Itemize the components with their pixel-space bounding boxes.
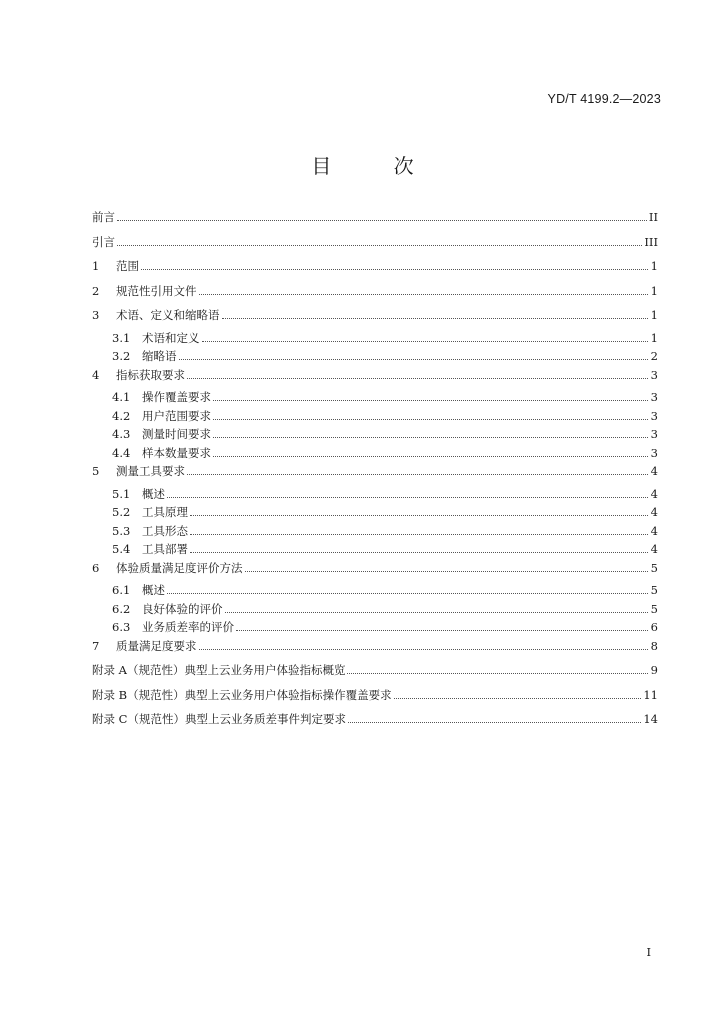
toc-entry[interactable] [92,444,658,463]
toc-entry[interactable] [92,661,658,686]
toc-dot-leader [167,592,648,594]
toc-entry-page: 6 [650,620,658,634]
toc-dot-leader [187,377,648,379]
toc-dot-leader [202,340,649,342]
toc-entry-title: 引言 [92,234,115,249]
toc-entry-title: 附录 A（规范性）典型上云业务用户体验指标概览 [92,663,346,677]
toc-entry-number: 4.3 [112,427,131,441]
toc-entry[interactable] [92,282,658,307]
toc-entry-number: 5.3 [112,523,131,538]
toc-dot-leader [213,436,648,438]
toc-entry-title: 工具原理 [142,505,188,519]
toc-dot-leader [222,317,649,319]
table-of-contents [92,208,658,735]
toc-entry-page: 4 [650,523,658,538]
toc-entry[interactable] [92,388,658,407]
toc-entry-title: 指标获取要求 [116,367,185,382]
toc-entry-page: 5 [650,560,658,575]
toc-entry-title: 缩略语 [142,349,177,363]
toc-entry[interactable] [92,233,658,258]
toc-entry-page: 14 [643,712,658,726]
toc-entry-title: 操作覆盖要求 [142,390,211,404]
toc-entry[interactable] [92,600,658,619]
toc-entry-title: 术语和定义 [142,330,200,345]
toc-dot-leader [245,570,649,572]
toc-entry-page: 3 [650,427,658,441]
toc-dot-leader [225,611,649,613]
toc-entry[interactable] [92,257,658,282]
toc-entry[interactable] [92,306,658,331]
toc-entry-page: 3 [650,445,658,460]
toc-entry-number: 4.2 [112,408,131,423]
toc-entry-title: 样本数量要求 [142,445,211,460]
toc-dot-leader [190,514,648,516]
toc-dot-leader [117,244,642,246]
toc-entry-number: 7 [92,638,100,653]
toc-entry-number: 1 [92,259,100,273]
toc-entry-page: 1 [650,283,658,298]
toc-entry-title: 范围 [116,259,139,273]
toc-entry[interactable] [92,710,658,735]
toc-entry[interactable] [92,559,658,584]
toc-entry-title: 附录 B（规范性）典型上云业务用户体验指标操作覆盖要求 [92,687,392,702]
toc-entry-page: 4 [650,542,658,556]
toc-entry-title: 测量工具要求 [116,464,185,478]
toc-entry[interactable] [92,485,658,504]
page-number: I [646,945,651,959]
toc-entry-number: 4.1 [112,390,131,404]
toc-entry-page: III [644,234,658,249]
toc-dot-leader [187,473,648,475]
toc-entry-number: 5.2 [112,505,131,519]
toc-entry-title: 附录 C（规范性）典型上云业务质差事件判定要求 [92,712,346,726]
toc-dot-leader [141,268,648,270]
toc-entry-number: 6.1 [112,583,131,597]
toc-entry-page: 8 [650,638,658,653]
toc-entry-page: 3 [650,408,658,423]
toc-entry[interactable] [92,329,658,348]
toc-dot-leader [190,533,648,535]
toc-entry-number: 5.4 [112,542,131,556]
toc-entry-number: 6 [92,560,100,575]
toc-entry-page: 1 [650,330,658,345]
toc-entry-number: 3.2 [112,349,131,363]
toc-entry-number: 6.2 [112,601,131,616]
toc-entry[interactable] [92,540,658,559]
toc-entry-page: 3 [650,367,658,382]
toc-entry[interactable] [92,366,658,391]
toc-entry-page: 9 [650,663,658,677]
toc-entry-title: 概述 [142,486,165,501]
toc-dot-leader [347,672,648,674]
toc-entry-number: 4 [92,367,100,382]
toc-entry[interactable] [92,522,658,541]
toc-dot-leader [199,293,649,295]
toc-entry-title: 体验质量满足度评价方法 [116,560,243,575]
toc-dot-leader [213,399,648,401]
toc-dot-leader [213,418,648,420]
toc-entry[interactable] [92,407,658,426]
toc-entry-number: 2 [92,283,100,298]
toc-entry-title: 质量满足度要求 [116,638,197,653]
toc-entry-title: 术语、定义和缩略语 [116,308,220,322]
toc-entry-title: 良好体验的评价 [142,601,223,616]
page-title: 目 次 [311,154,442,178]
toc-entry[interactable] [92,686,658,711]
toc-entry[interactable] [92,581,658,600]
toc-entry-title: 业务质差率的评价 [142,620,234,634]
toc-entry-page: 1 [650,259,658,273]
toc-entry-title: 前言 [92,210,115,224]
toc-dot-leader [213,455,648,457]
toc-entry-number: 5 [92,464,100,478]
toc-dot-leader [394,697,642,699]
toc-entry-title: 工具部署 [142,542,188,556]
toc-entry-page: 4 [650,464,658,478]
toc-dot-leader [167,496,648,498]
toc-dot-leader [179,358,649,360]
toc-entry-title: 规范性引用文件 [116,283,197,298]
toc-entry-page: II [648,210,658,224]
toc-entry-page: 5 [650,583,658,597]
toc-entry[interactable] [92,347,658,366]
toc-entry-number: 6.3 [112,620,131,634]
toc-entry[interactable] [92,618,658,637]
toc-dot-leader [117,219,647,221]
toc-dot-leader [348,721,641,723]
toc-dot-leader [199,648,649,650]
toc-entry-page: 11 [643,687,658,702]
toc-entry-number: 4.4 [112,445,131,460]
toc-entry-title: 测量时间要求 [142,427,211,441]
toc-entry-page: 2 [650,349,658,363]
standard-code: YD/T 4199.2—2023 [547,92,661,106]
toc-entry-number: 3.1 [112,330,131,345]
toc-dot-leader [236,629,648,631]
toc-entry[interactable] [92,208,658,233]
toc-entry-page: 3 [650,390,658,404]
toc-entry[interactable] [92,637,658,662]
toc-entry-page: 4 [650,486,658,501]
toc-entry-page: 4 [650,505,658,519]
toc-entry-page: 5 [650,601,658,616]
toc-entry-number: 3 [92,308,100,322]
toc-entry[interactable] [92,462,658,487]
toc-dot-leader [190,551,648,553]
toc-entry-number: 5.1 [112,486,131,501]
toc-entry[interactable] [92,425,658,444]
toc-entry-title: 概述 [142,583,165,597]
toc-entry-title: 用户范围要求 [142,408,211,423]
toc-entry[interactable] [92,503,658,522]
toc-entry-page: 1 [650,308,658,322]
toc-entry-title: 工具形态 [142,523,188,538]
